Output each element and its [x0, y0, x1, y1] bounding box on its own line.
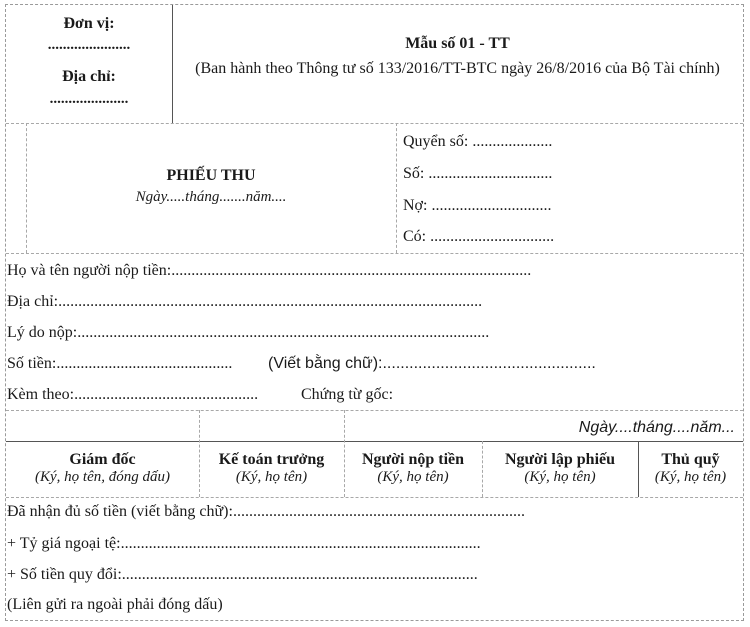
- sig-role-title: Giám đốc: [69, 451, 136, 468]
- receipt-title: PHIẾU THU: [166, 167, 256, 184]
- sig-nguoi-nop-tien: [344, 451, 482, 486]
- sig-date-line: Ngày....tháng....năm...: [578, 419, 735, 436]
- header-bottom-line: [6, 123, 743, 124]
- sig-role-note: (Ký, họ tên): [377, 469, 449, 485]
- sig-role-title: Người lập phiếu: [504, 451, 616, 468]
- co-field: Có: ...............................: [403, 228, 555, 245]
- don-vi-label: Đơn vị:: [63, 15, 115, 32]
- quyen-so-field: Quyển số: ....................: [403, 133, 553, 150]
- sig-role-note: (Ký, họ tên, đóng dấu): [35, 469, 170, 485]
- sig-role-title: Người nộp tiền: [361, 451, 465, 468]
- sig-giam-doc: [6, 451, 199, 486]
- viet-bang-chu-field: (Viết bằng chữ):................................................: [268, 355, 596, 372]
- receipt-form: [5, 4, 744, 621]
- receipt-date-line: Ngày.....tháng.......năm....: [135, 189, 287, 205]
- sig-header-line: [6, 441, 743, 442]
- title-right-border: [396, 123, 397, 253]
- dia-chi-field: Địa chỉ:..........................................................................................................: [7, 293, 483, 310]
- sig-nguoi-lap-phieu: [482, 451, 638, 486]
- so-field: Số: ...............................: [403, 165, 553, 182]
- ty-gia-field: + Tỷ giá ngoại tệ:..........................................................................................: [7, 535, 481, 552]
- da-nhan-field: Đã nhận đủ số tiền (viết bằng chữ):.........................................................................: [7, 503, 525, 520]
- sig-role-note: (Ký, họ tên): [654, 469, 727, 485]
- so-tien-quy-doi-field: + Số tiền quy đổi:.........................................................................................: [7, 566, 478, 583]
- header-divider: [172, 5, 173, 123]
- dia-chi-label: Địa chỉ:: [62, 68, 116, 85]
- sig-thu-quy: [638, 451, 743, 486]
- sig-role-title: Thủ quỹ: [661, 451, 720, 468]
- no-field: Nợ: ..............................: [403, 197, 552, 214]
- issued-note: (Ban hành theo Thông tư số 133/2016/TT-BTC ngày 26/8/2016 của Bộ Tài chính): [195, 60, 720, 77]
- kem-theo-field: Kèm theo:..............................................: [7, 386, 259, 403]
- don-vi-dots: ......................: [47, 37, 131, 53]
- chung-tu-goc-field: Chứng từ gốc:: [301, 386, 394, 403]
- sig-role-note: (Ký, họ tên): [235, 469, 308, 485]
- sig-role-note: (Ký, họ tên): [524, 469, 596, 485]
- sig-bottom-line: [6, 497, 743, 498]
- ly-do-field: Lý do nộp:.......................................................................................................: [7, 324, 490, 341]
- sig-ke-toan-truong: [199, 451, 344, 486]
- title-bottom-line: [6, 253, 743, 254]
- form-code: Mẫu số 01 - TT: [405, 35, 510, 52]
- dia-chi-dots: .....................: [49, 91, 129, 107]
- nguoi-nop-field: Họ và tên người nộp tiền:..........................................................................................: [7, 262, 532, 279]
- lien-gui-note: (Liên gửi ra ngoài phải đóng dấu): [7, 596, 223, 613]
- title-left-border: [26, 123, 27, 253]
- so-tien-field: Số tiền:............................................: [7, 355, 233, 372]
- sig-role-title: Kế toán trưởng: [218, 451, 325, 468]
- sig-top-line: [6, 410, 743, 411]
